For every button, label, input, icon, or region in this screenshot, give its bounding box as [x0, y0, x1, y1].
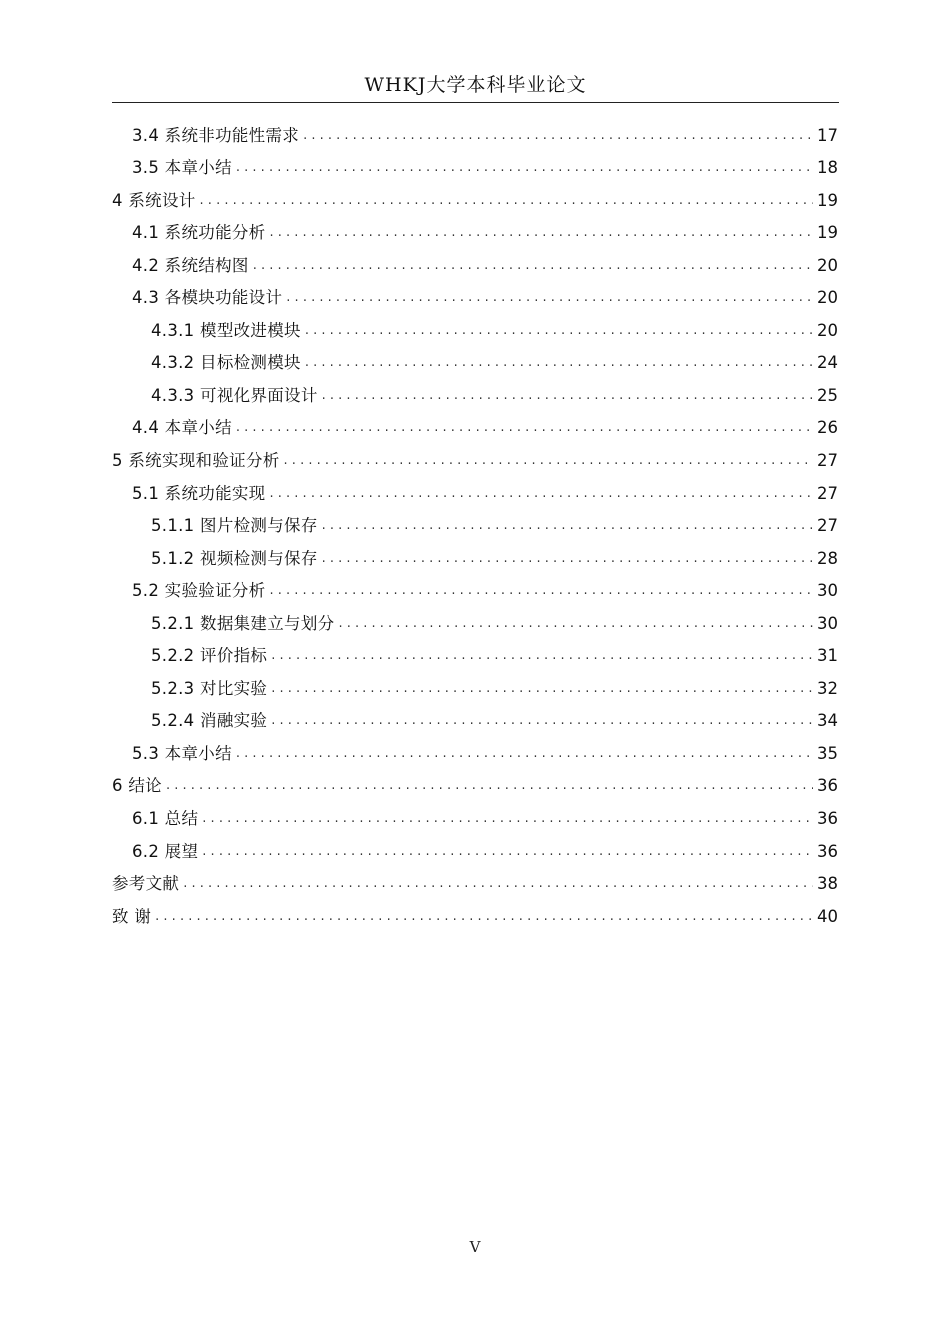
- toc-page-number: 20: [817, 255, 838, 275]
- toc-entry-title: 5.2.3 对比实验: [151, 678, 268, 698]
- toc-dot-leader: [253, 259, 813, 273]
- toc-entry[interactable]: [112, 863, 838, 896]
- toc-page-number: 20: [817, 320, 838, 340]
- toc-entry-title: 5.1.1 图片检测与保存: [151, 516, 318, 536]
- toc-page-number: 30: [817, 613, 838, 633]
- toc-entry[interactable]: [112, 179, 838, 212]
- toc-entry[interactable]: [112, 505, 838, 538]
- toc-dot-leader: [284, 454, 813, 468]
- toc-entry-title: 4 系统设计: [112, 190, 196, 210]
- toc-entry-title: 4.3 各模块功能设计: [132, 288, 283, 308]
- toc-entry-title: 5 系统实现和验证分析: [112, 451, 280, 471]
- toc-dot-leader: [202, 845, 813, 859]
- toc-dot-leader: [236, 747, 813, 761]
- toc-entry-title: 3.5 本章小结: [132, 158, 232, 178]
- toc-entry-title: 5.1.2 视频检测与保存: [151, 548, 318, 568]
- toc-entry[interactable]: [112, 602, 838, 635]
- toc-entry-title: 参考文献: [112, 874, 180, 894]
- toc-page-number: 38: [817, 874, 838, 894]
- toc-entry-title: 6.1 总结: [132, 809, 199, 829]
- toc-entry[interactable]: [112, 439, 838, 472]
- toc-dot-leader: [305, 324, 813, 338]
- toc-entry[interactable]: [112, 212, 838, 245]
- toc-page-number: 36: [817, 841, 838, 861]
- toc-entry-title: 4.3.2 目标检测模块: [151, 353, 301, 373]
- toc-entry-title: 5.1 系统功能实现: [132, 483, 266, 503]
- toc-dot-leader: [236, 161, 813, 175]
- toc-page-number: 27: [817, 483, 838, 503]
- toc-page-number: 25: [817, 385, 838, 405]
- toc-entry[interactable]: [112, 407, 838, 440]
- toc-dot-leader: [155, 910, 813, 924]
- toc-dot-leader: [200, 194, 813, 208]
- toc-entry[interactable]: [112, 309, 838, 342]
- toc-dot-leader: [270, 584, 814, 598]
- toc-entry-title: 4.2 系统结构图: [132, 255, 249, 275]
- toc-entry[interactable]: [112, 797, 838, 830]
- toc-dot-leader: [271, 649, 813, 663]
- toc-page-number: 35: [817, 743, 838, 763]
- toc-entry-title: 5.2.4 消融实验: [151, 711, 268, 731]
- toc-entry-title: 6.2 展望: [132, 841, 199, 861]
- toc-dot-leader: [236, 421, 813, 435]
- toc-dot-leader: [338, 617, 813, 631]
- toc-page-number: 32: [817, 678, 838, 698]
- toc-page-number: 19: [817, 223, 838, 243]
- toc-entry[interactable]: [112, 147, 838, 180]
- toc-dot-leader: [305, 356, 813, 370]
- toc-entry[interactable]: [112, 732, 838, 765]
- toc-entry-title: 3.4 系统非功能性需求: [132, 125, 300, 145]
- toc-entry-title: 5.2.1 数据集建立与划分: [151, 613, 335, 633]
- toc-page-number: 18: [817, 158, 838, 178]
- toc-entry[interactable]: [112, 830, 838, 863]
- toc-dot-leader: [322, 552, 813, 566]
- toc-page-number: 19: [817, 190, 838, 210]
- toc-entry[interactable]: [112, 342, 838, 375]
- toc-page-number: 28: [817, 548, 838, 568]
- toc-entry[interactable]: [112, 374, 838, 407]
- toc-entry-title: 4.3.1 模型改进模块: [151, 320, 301, 340]
- toc-entry[interactable]: [112, 114, 838, 147]
- toc-entry[interactable]: [112, 635, 838, 668]
- toc-page-number: 36: [817, 776, 838, 796]
- toc-page-number: 26: [817, 418, 838, 438]
- toc-entry[interactable]: [112, 472, 838, 505]
- toc-page-number: 20: [817, 288, 838, 308]
- toc-entry-title: 4.1 系统功能分析: [132, 223, 266, 243]
- toc-page-number: 34: [817, 711, 838, 731]
- toc-entry[interactable]: [112, 667, 838, 700]
- page-number: V: [469, 1238, 481, 1256]
- toc-page-number: 17: [817, 125, 838, 145]
- toc-entry[interactable]: [112, 244, 838, 277]
- toc-page-number: 24: [817, 353, 838, 373]
- toc-entry[interactable]: [112, 765, 838, 798]
- toc-dot-leader: [166, 779, 813, 793]
- toc-dot-leader: [270, 487, 814, 501]
- toc-dot-leader: [322, 519, 813, 533]
- toc-entry-title: 5.3 本章小结: [132, 743, 232, 763]
- toc-page-number: 27: [817, 451, 838, 471]
- toc-entry-title: 6 结论: [112, 776, 162, 796]
- toc-dot-leader: [183, 877, 813, 891]
- toc-entry-title: 5.2 实验验证分析: [132, 581, 266, 601]
- toc-entry-title: 4.4 本章小结: [132, 418, 232, 438]
- toc-entry[interactable]: [112, 277, 838, 310]
- toc-page-number: 31: [817, 646, 838, 666]
- toc-dot-leader: [286, 291, 813, 305]
- table-of-contents: [112, 114, 838, 928]
- toc-entry-title: 5.2.2 评价指标: [151, 646, 268, 666]
- toc-dot-leader: [271, 682, 813, 696]
- toc-entry[interactable]: [112, 537, 838, 570]
- toc-dot-leader: [303, 129, 813, 143]
- toc-page-number: 36: [817, 809, 838, 829]
- toc-dot-leader: [271, 714, 813, 728]
- running-header: WHKJ大学本科毕业论文: [364, 74, 587, 96]
- toc-dot-leader: [270, 226, 814, 240]
- toc-entry[interactable]: [112, 895, 838, 928]
- toc-page-number: 27: [817, 516, 838, 536]
- toc-dot-leader: [202, 812, 813, 826]
- toc-dot-leader: [322, 389, 813, 403]
- toc-page-number: 30: [817, 581, 838, 601]
- toc-entry[interactable]: [112, 570, 838, 603]
- toc-entry-title: 4.3.3 可视化界面设计: [151, 385, 318, 405]
- toc-page-number: 40: [817, 906, 838, 926]
- toc-entry-title: 致 谢: [112, 906, 152, 926]
- header-rule: [112, 102, 839, 103]
- toc-entry[interactable]: [112, 700, 838, 733]
